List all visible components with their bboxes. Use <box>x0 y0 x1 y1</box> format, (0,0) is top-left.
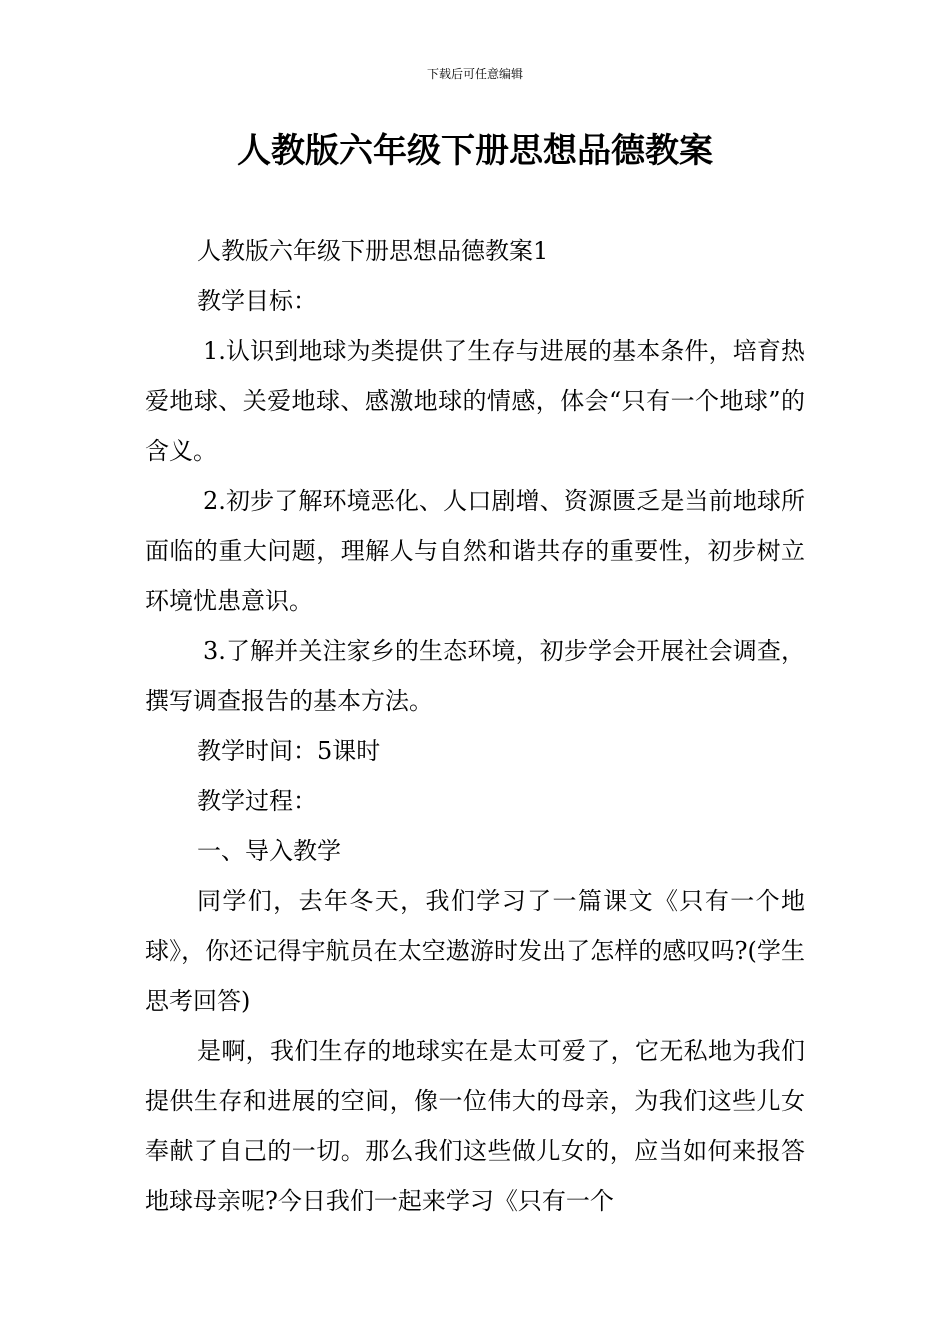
step-heading-1: 一、导入教学 <box>197 837 341 865</box>
body-paragraph: 同学们，去年冬天，我们学习了一篇课文《只有一个地球》，你还记得宇航员在太空遨游时发出了怎样的感叹吗?(学生思考回答) <box>145 887 805 1015</box>
document-title: 人教版六年级下册思想品德教案 <box>237 131 713 171</box>
objectives-heading: 教学目标： <box>197 287 317 315</box>
body-paragraph: 是啊，我们生存的地球实在是太可爱了，它无私地为我们提供生存和进展的空间，像一位伟大的母亲，为我们这些儿女奉献了自己的一切。那么我们这些做儿女的，应当如何来报答地球母亲呢?今日我们一起来学习《只有一个 <box>145 1037 805 1215</box>
document-body <box>145 226 805 1226</box>
teaching-time: 教学时间：5课时 <box>197 737 381 765</box>
process-heading: 教学过程： <box>197 787 317 815</box>
objective-item-2: 2.初步了解环境恶化、人口剧增、资源匮乏是当前地球所面临的重大问题，理解人与自然和谐共存的重要性，初步树立环境忧患意识。 <box>145 487 805 615</box>
header-note: 下载后可任意编辑 <box>426 67 523 81</box>
objective-item-1: 1.认识到地球为类提供了生存与进展的基本条件，培育热爱地球、关爱地球、感激地球的情感，体会“只有一个地球”的含义。 <box>145 337 805 465</box>
objective-item-3: 3.了解并关注家乡的生态环境，初步学会开展社会调查，撰写调查报告的基本方法。 <box>145 637 805 715</box>
section-heading: 人教版六年级下册思想品德教案1 <box>197 237 549 265</box>
